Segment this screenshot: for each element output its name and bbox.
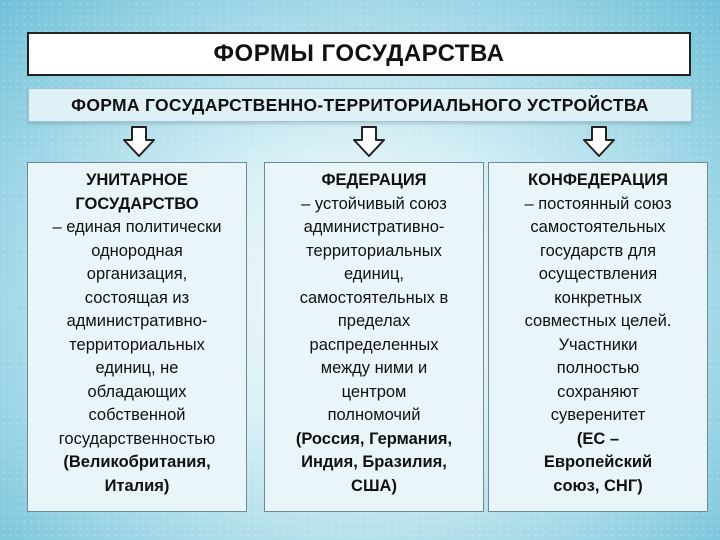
column-definition-line: самостоятельных xyxy=(530,218,666,236)
confederation-box xyxy=(488,162,708,512)
column-definition-line: государств для xyxy=(539,241,657,260)
column-heading: УНИТАРНОЕ xyxy=(86,171,188,189)
column-definition-line: – единая политически xyxy=(52,218,222,236)
column-examples-line: союз, СНГ) xyxy=(553,476,643,495)
column-definition-line: собственной xyxy=(88,406,186,424)
column-definition-line: пределах xyxy=(337,312,411,330)
column-definition-line: суверенитет xyxy=(550,406,646,424)
column-definition-line: состоящая из xyxy=(84,288,190,307)
column-definition-line: административно- xyxy=(303,218,445,236)
column-definition-line: конкретных xyxy=(554,288,642,307)
column-definition-line: полностью xyxy=(556,359,640,377)
down-arrow-icon xyxy=(352,126,386,158)
column-definition-line: государственностью xyxy=(58,429,216,448)
column-definition-line: распределенных xyxy=(309,335,439,354)
column-examples-line: (ЕС – xyxy=(576,429,620,448)
column-examples-line: Европейский xyxy=(543,453,653,471)
subtitle-banner: ФОРМА ГОСУДАРСТВЕННО-ТЕРРИТОРИАЛЬНОГО УСТРОЙСТВА xyxy=(28,88,692,122)
column-definition-line: административно- xyxy=(66,312,208,330)
column-definition-line: самостоятельных в xyxy=(299,288,449,307)
column-definition-line: совместных целей. xyxy=(524,312,672,330)
column-definition-line: – постоянный союз xyxy=(524,194,672,213)
column-definition-line: – устойчивый союз xyxy=(301,194,447,213)
column-definition-line: однородная xyxy=(91,241,183,260)
page-title: ФОРМЫ ГОСУДАРСТВА xyxy=(27,32,691,76)
column-examples-line: (Великобритания, xyxy=(63,453,211,471)
column-definition-line: обладающих xyxy=(87,382,187,401)
unitary-state-box xyxy=(27,162,247,512)
column-definition-line: между ними и xyxy=(320,359,428,377)
column-definition-line: полномочий xyxy=(327,406,421,424)
column-definition-line: организация, xyxy=(86,265,188,283)
column-heading: КОНФЕДЕРАЦИЯ xyxy=(528,171,668,189)
column-definition-line: единиц, не xyxy=(95,359,179,377)
down-arrow-icon xyxy=(582,126,616,158)
column-examples-line: (Россия, Германия, xyxy=(295,429,453,448)
column-definition-line: сохраняют xyxy=(557,382,639,401)
column-examples-line: Индия, Бразилия, xyxy=(301,453,447,471)
column-definition-line: Участники xyxy=(558,335,638,354)
column-definition-line: территориальных xyxy=(69,335,205,354)
column-examples-line: США) xyxy=(351,476,397,495)
column-heading: ГОСУДАРСТВО xyxy=(75,194,199,213)
federation-box xyxy=(264,162,484,512)
column-definition-line: центром xyxy=(341,382,407,401)
column-heading: ФЕДЕРАЦИЯ xyxy=(321,171,427,189)
down-arrow-icon xyxy=(122,126,156,158)
column-examples-line: Италия) xyxy=(104,476,170,495)
column-definition-line: осуществления xyxy=(538,265,658,283)
column-definition-line: территориальных xyxy=(306,241,442,260)
column-definition-line: единиц, xyxy=(343,265,405,283)
